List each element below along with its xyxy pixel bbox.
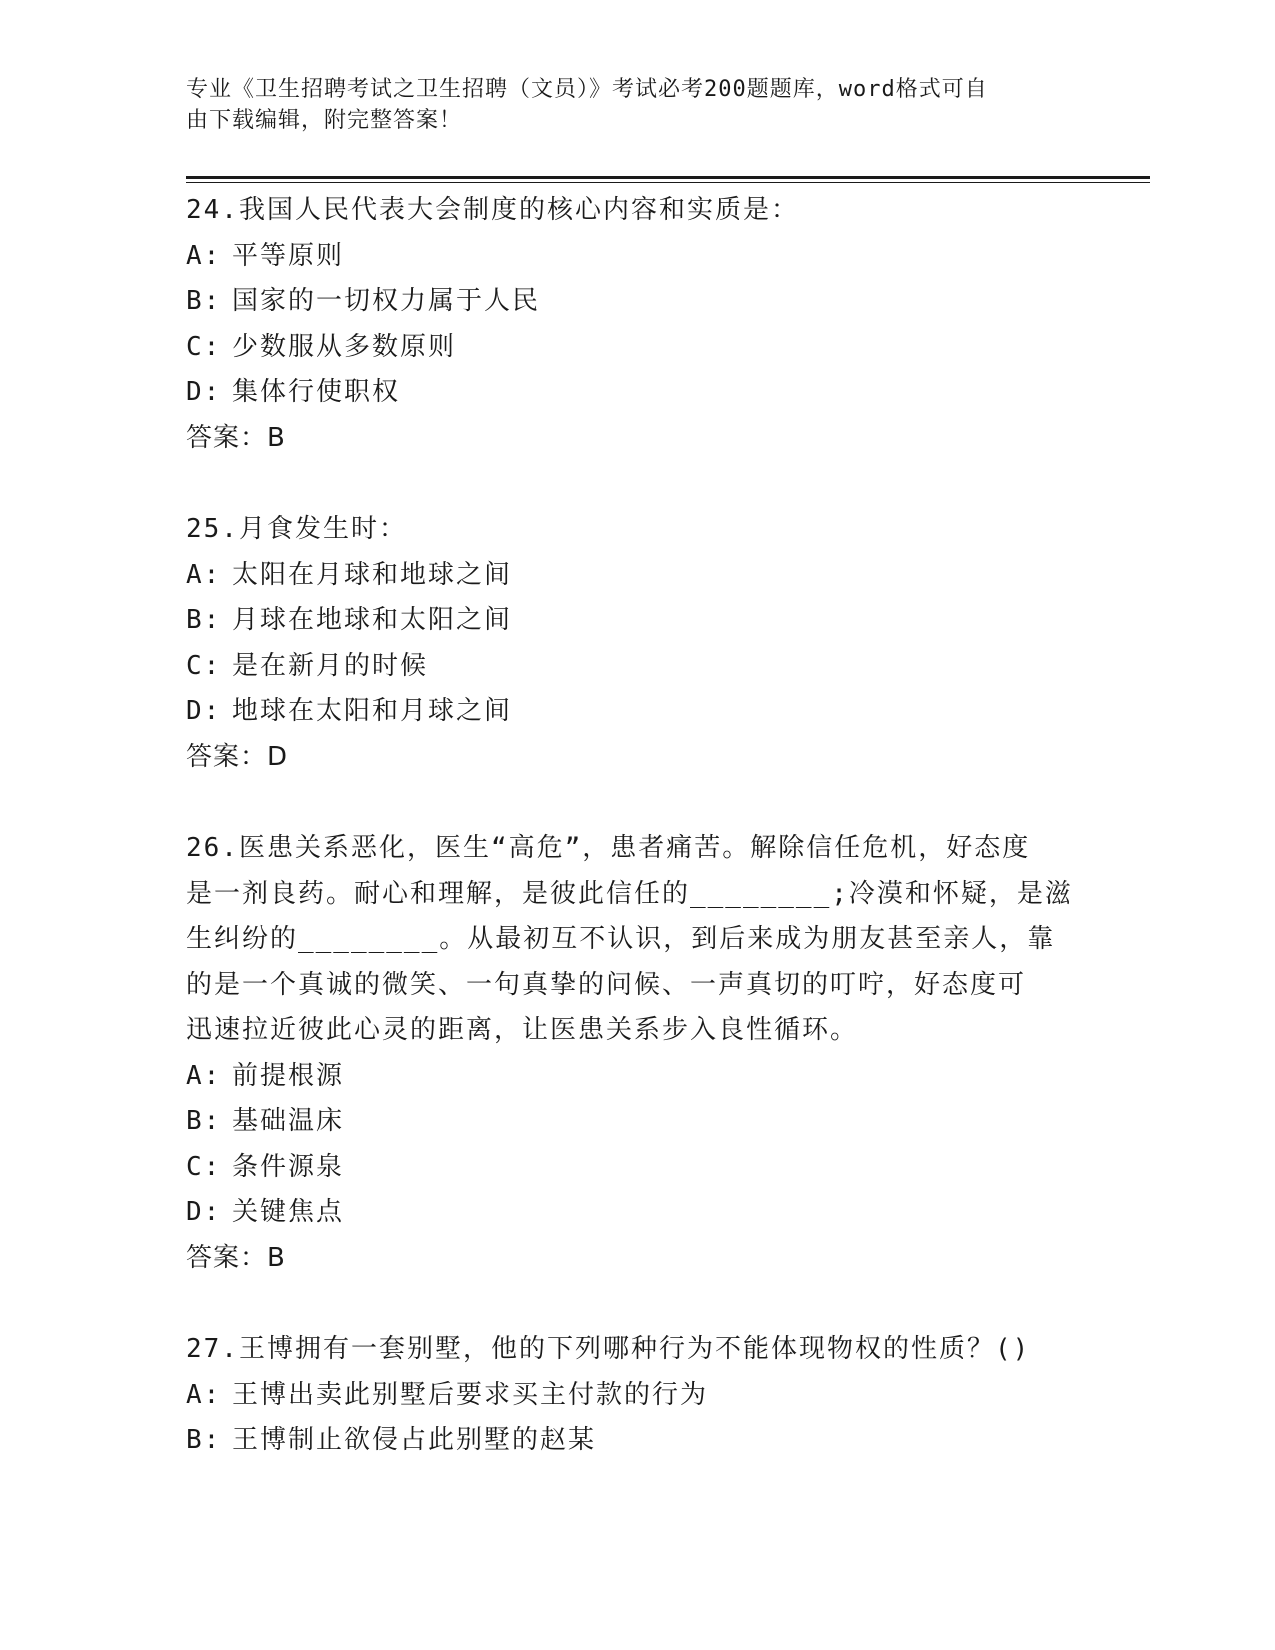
option-c <box>186 325 1086 371</box>
question-stem-line: 26.医患关系恶化，医生“高危”，患者痛苦。解除信任危机，好态度 <box>186 833 1031 863</box>
option-key: B: <box>186 605 222 635</box>
answer-label: 答案：B <box>186 422 286 453</box>
option-b <box>186 598 1086 644</box>
question-stem: 27.王博拥有一套别墅，他的下列哪种行为不能体现物权的性质？() <box>186 1334 1031 1364</box>
option-key: A: <box>186 559 222 590</box>
option-d <box>186 1190 1086 1236</box>
question-list <box>186 188 1086 1510</box>
question-stem: 24.我国人民代表大会制度的核心内容和实质是： <box>186 195 799 225</box>
option-text: 前提根源 <box>232 1060 345 1091</box>
question-stem: 25.月食发生时： <box>186 514 407 544</box>
option-key: A: <box>186 1060 222 1091</box>
header-divider-thick <box>186 176 1150 179</box>
option-b <box>186 279 1086 325</box>
option-key: C: <box>186 650 222 681</box>
option-key: A: <box>186 1379 222 1410</box>
header-line-2: 由下载编辑，附完整答案！ <box>186 108 463 133</box>
question-stem-line: 的是一个真诚的微笑、一句真挚的问候、一声真切的叮咛，好态度可 <box>186 969 1027 1000</box>
question-26 <box>186 826 1086 1281</box>
option-text: 国家的一切权力属于人民 <box>232 286 541 316</box>
option-text: 王博出卖此别墅后要求买主付款的行为 <box>232 1379 709 1410</box>
option-a <box>186 1373 1086 1419</box>
option-key: B: <box>186 1425 222 1455</box>
option-key: A: <box>186 240 222 271</box>
option-key: C: <box>186 331 222 362</box>
option-d <box>186 370 1086 416</box>
option-key: D: <box>186 1197 222 1227</box>
option-d <box>186 689 1086 735</box>
option-c <box>186 644 1086 690</box>
option-key: B: <box>186 1106 222 1136</box>
answer-label: 答案：D <box>186 741 289 772</box>
answer-label: 答案：B <box>186 1242 286 1273</box>
option-key: D: <box>186 377 222 407</box>
option-text: 基础温床 <box>232 1106 345 1136</box>
option-c <box>186 1145 1086 1191</box>
option-b <box>186 1099 1086 1145</box>
question-stem-line: 是一剂良药。耐心和理解，是彼此信任的________;冷漠和怀疑，是滋 <box>186 878 1073 909</box>
question-27 <box>186 1327 1086 1464</box>
option-key: D: <box>186 696 222 726</box>
header-line-1: 专业《卫生招聘考试之卫生招聘（文员）》考试必考200题题库，word格式可自 <box>186 77 988 102</box>
option-text: 关键焦点 <box>232 1197 345 1227</box>
option-key: B: <box>186 286 222 316</box>
option-text: 少数服从多数原则 <box>232 331 457 362</box>
option-text: 平等原则 <box>232 240 345 271</box>
option-a <box>186 553 1086 599</box>
option-a <box>186 1054 1086 1100</box>
option-text: 月球在地球和太阳之间 <box>232 605 513 635</box>
option-text: 地球在太阳和月球之间 <box>232 696 513 726</box>
question-24 <box>186 188 1086 461</box>
option-a <box>186 234 1086 280</box>
question-stem-line: 生纠纷的________。从最初互不认识，到后来成为朋友甚至亲人，靠 <box>186 924 1056 954</box>
option-text: 太阳在月球和地球之间 <box>232 559 513 590</box>
option-text: 集体行使职权 <box>232 377 401 407</box>
option-text: 条件源泉 <box>232 1151 345 1182</box>
header-divider-thin <box>186 182 1150 183</box>
question-25 <box>186 507 1086 780</box>
option-text: 是在新月的时候 <box>232 650 429 681</box>
option-text: 王博制止欲侵占此别墅的赵某 <box>232 1425 597 1455</box>
option-b <box>186 1418 1086 1464</box>
document-header <box>186 74 1086 136</box>
question-stem-line: 迅速拉近彼此心灵的距离，让医患关系步入良性循环。 <box>186 1015 859 1045</box>
option-key: C: <box>186 1151 222 1182</box>
